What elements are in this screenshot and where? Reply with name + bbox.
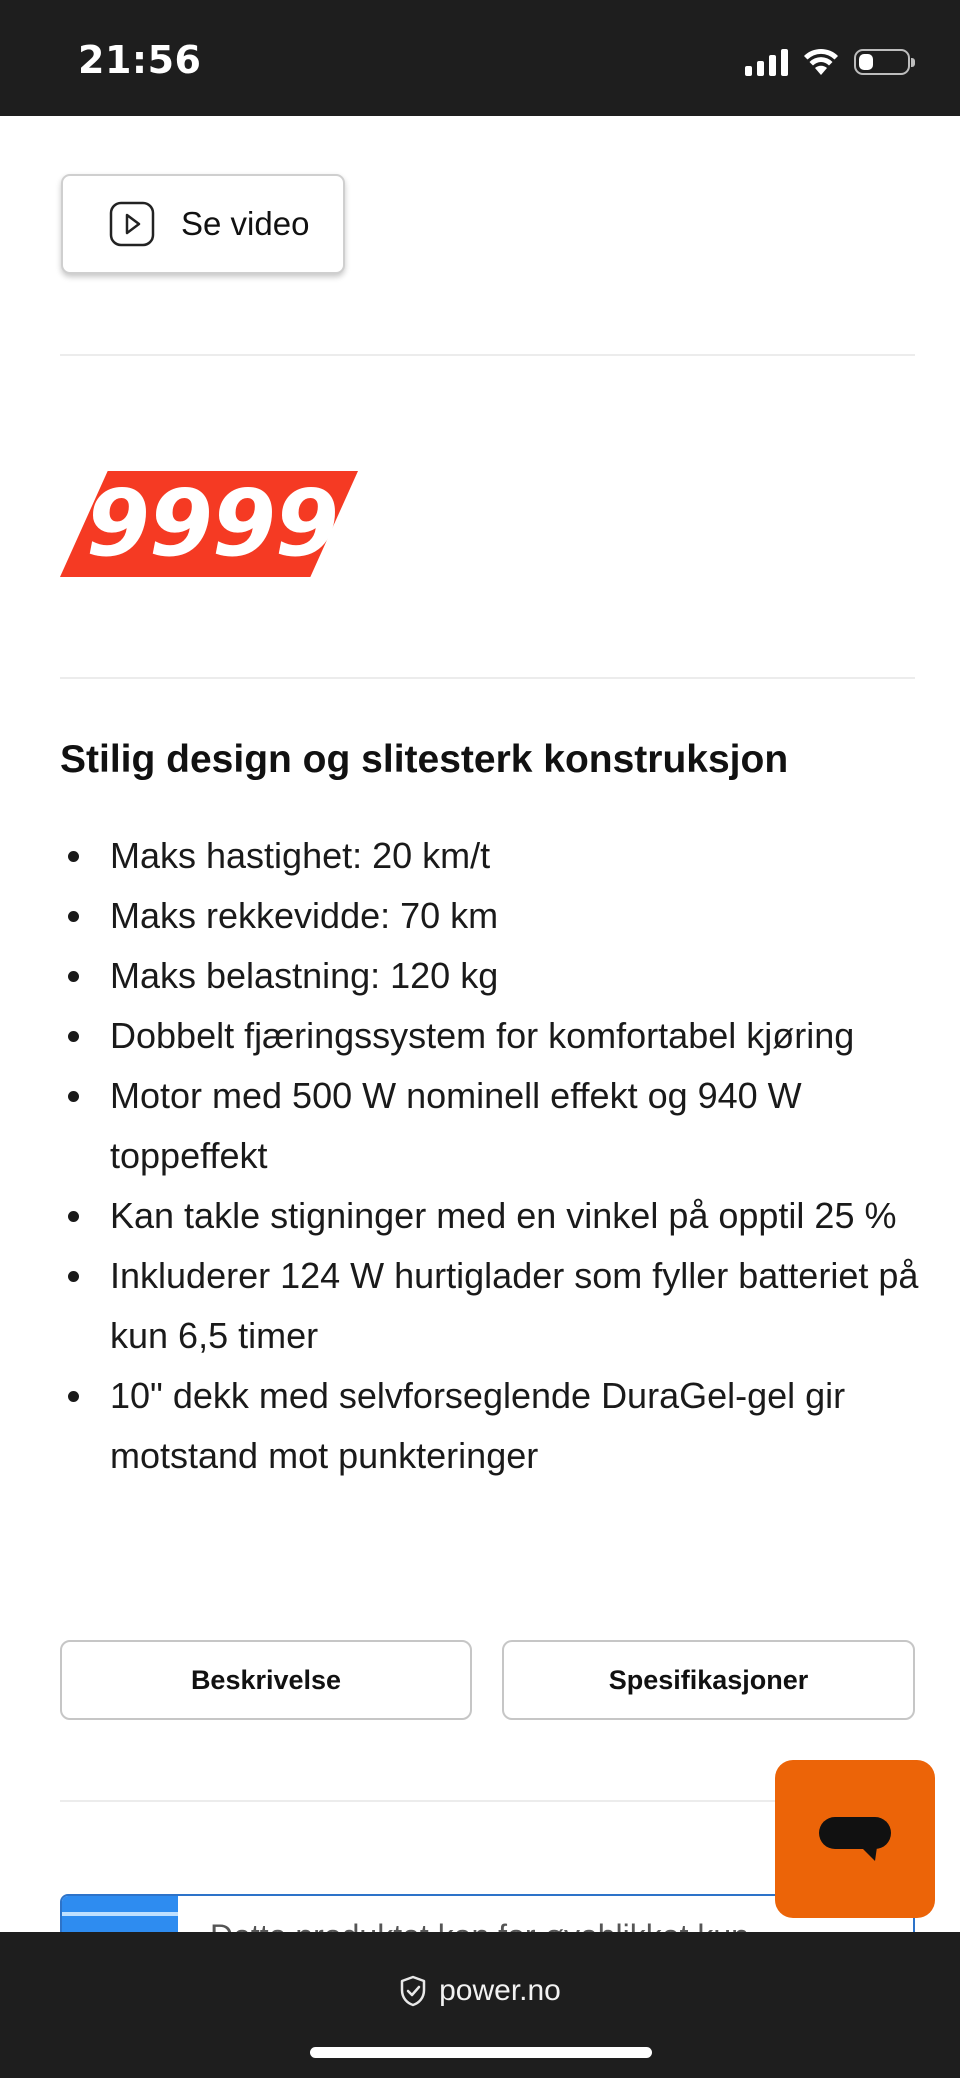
chat-bubble-icon	[815, 1807, 895, 1871]
list-item: Motor med 500 W nominell effekt og 940 W toppeffekt	[60, 1066, 920, 1186]
status-bar	[0, 0, 960, 116]
see-video-label: Se video	[181, 205, 310, 242]
browser-bottom-bar	[0, 1932, 960, 2078]
price-value: 9999	[86, 470, 339, 577]
tab-description[interactable]: Beskrivelse	[60, 1640, 472, 1720]
divider	[60, 354, 915, 356]
list-item: Maks hastighet: 20 km/t	[60, 826, 920, 886]
url-text: power.no	[439, 1974, 561, 2007]
cellular-signal-icon	[745, 48, 788, 76]
tab-specifications[interactable]: Spesifikasjoner	[502, 1640, 915, 1720]
divider	[60, 677, 915, 679]
home-indicator[interactable]	[310, 2047, 652, 2058]
shield-check-icon	[399, 1975, 427, 2007]
see-video-button[interactable]	[61, 174, 345, 274]
battery-icon	[854, 49, 910, 75]
play-icon	[109, 201, 155, 247]
status-time: 21:56	[78, 38, 202, 82]
list-item: Maks rekkevidde: 70 km	[60, 886, 920, 946]
list-item: 10" dekk med selvforseglende DuraGel-gel gir motstand mot punkteringer	[60, 1366, 920, 1486]
list-item: Inkluderer 124 W hurtiglader som fyller batteriet på kun 6,5 timer	[60, 1246, 920, 1366]
wifi-icon	[802, 47, 840, 77]
address-bar[interactable]	[0, 1974, 960, 2008]
list-item: Dobbelt fjæringssystem for komfortabel kjøring	[60, 1006, 920, 1066]
status-icons	[745, 44, 910, 80]
list-item: Kan takle stigninger med en vinkel på opptil 25 %	[60, 1186, 920, 1246]
chat-button[interactable]	[775, 1760, 935, 1918]
list-item: Maks belastning: 120 kg	[60, 946, 920, 1006]
feature-list	[60, 826, 920, 1486]
section-title: Stilig design og slitesterk konstruksjon	[60, 738, 789, 781]
